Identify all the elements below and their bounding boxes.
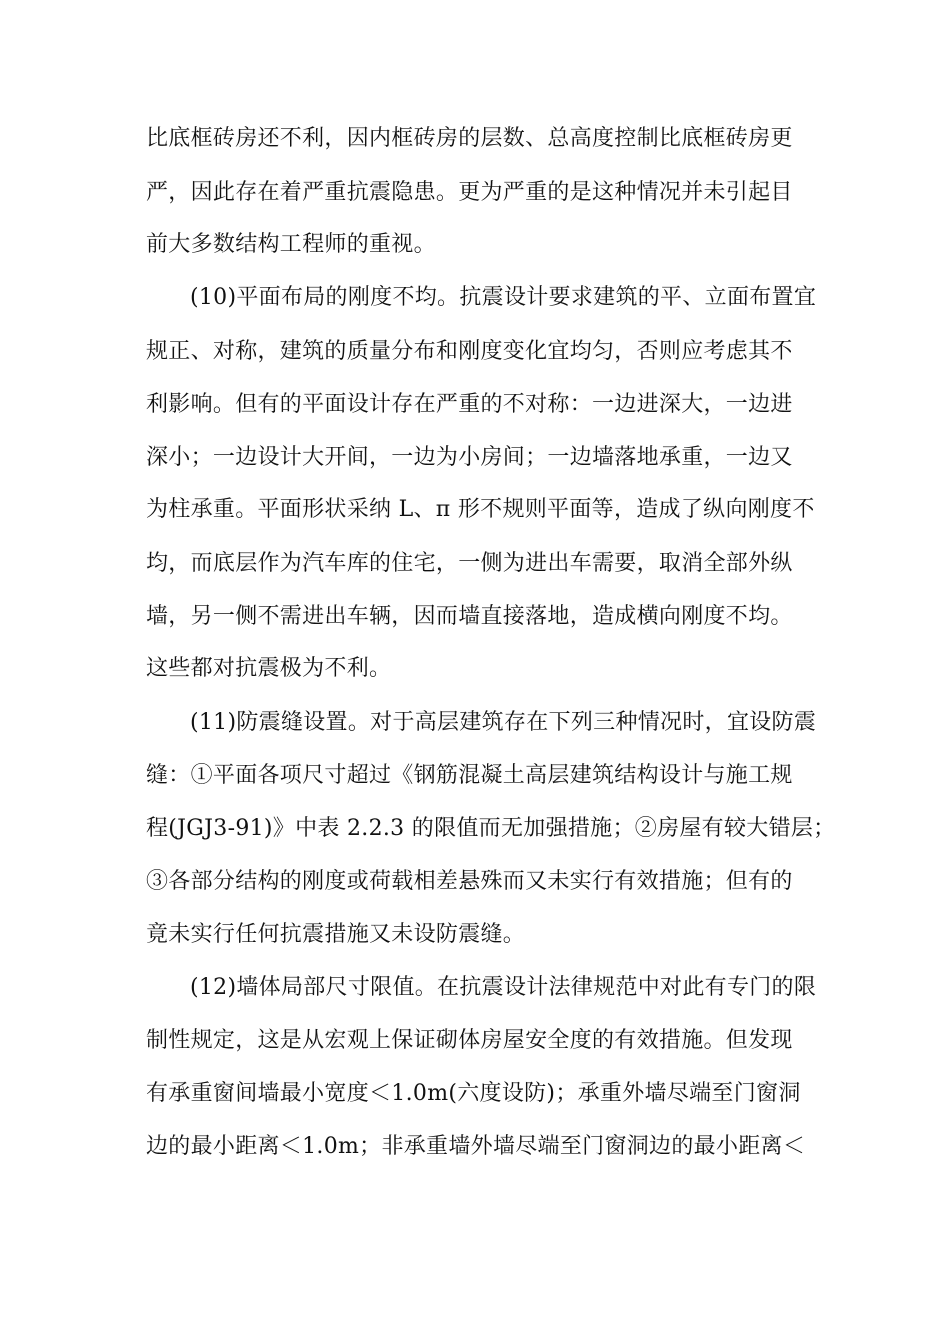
text-line: 深小；一边设计大开间，一边为小房间；一边墙落地承重，一边又 (146, 445, 793, 470)
text-line: 有承重窗间墙最小宽度＜1.0m(六度设防)；承重外墙尽端至门窗洞 (146, 1081, 801, 1106)
text-line: 为柱承重。平面形状采纳 L、π 形不规则平面等，造成了纵向刚度不 (146, 497, 815, 522)
text-line: 严，因此存在着严重抗震隐患。更为严重的是这种情况并未引起目 (146, 180, 793, 205)
text-line: 墙，另一侧不需进出车辆，因而墙直接落地，造成横向刚度不均。 (146, 604, 793, 629)
text-line: 竟未实行任何抗震措施又未设防震缝。 (146, 922, 526, 947)
paragraph-12-start: (12)墙体局部尺寸限值。在抗震设计法律规范中对此有专门的限 (190, 975, 817, 1000)
text-line: 这些都对抗震极为不利。 (146, 656, 392, 681)
text-line: 程(JGJ3-91)》中表 2.2.3 的限值而无加强措施；②房屋有较大错层； (146, 816, 836, 841)
text-line: 利影响。但有的平面设计存在严重的不对称：一边进深大，一边进 (146, 392, 793, 417)
text-line: 前大多数结构工程师的重视。 (146, 232, 436, 257)
text-line: ③各部分结构的刚度或荷载相差悬殊而又未实行有效措施；但有的 (146, 869, 793, 894)
text-line: 均，而底层作为汽车库的住宅，一侧为进出车需要，取消全部外纵 (146, 551, 793, 576)
paragraph-11-start: (11)防震缝设置。对于高层建筑存在下列三种情况时，宜设防震 (190, 710, 817, 735)
text-line: 边的最小距离＜1.0m；非承重墙外墙尽端至门窗洞边的最小距离＜ (146, 1134, 806, 1159)
text-line: 制性规定，这是从宏观上保证砌体房屋安全度的有效措施。但发现 (146, 1028, 793, 1053)
text-line: 缝：①平面各项尺寸超过《钢筋混凝土高层建筑结构设计与施工规 (146, 763, 793, 788)
text-line: 规正、对称，建筑的质量分布和刚度变化宜均匀，否则应考虑其不 (146, 339, 793, 364)
text-line: 比底框砖房还不利，因内框砖房的层数、总高度控制比底框砖房更 (146, 126, 793, 151)
paragraph-10-start: (10)平面布局的刚度不均。抗震设计要求建筑的平、立面布置宜 (190, 285, 817, 310)
